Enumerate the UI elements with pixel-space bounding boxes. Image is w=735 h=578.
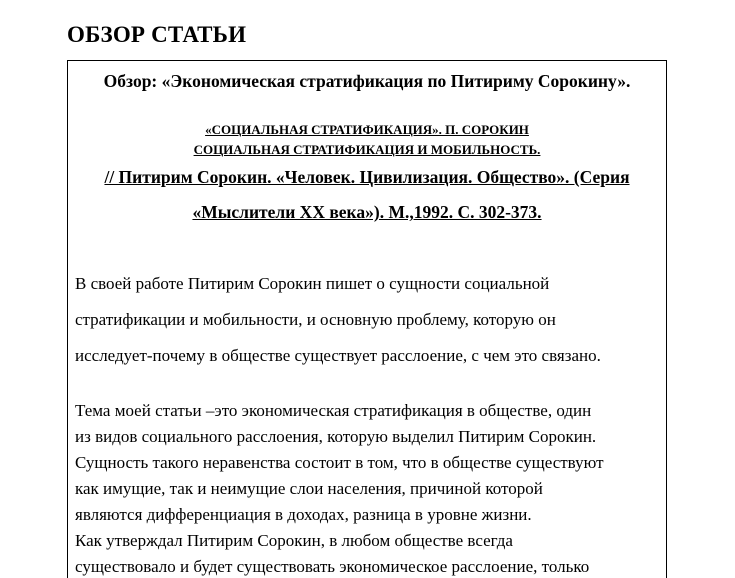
paragraph-line: В своей работе Питирим Сорокин пишет о сущности социальной (75, 274, 550, 293)
paragraph-topic (75, 398, 604, 578)
review-heading: Обзор: «Экономическая стратификация по Питириму Сорокину». (103, 71, 631, 91)
source-line-1: «СОЦИАЛЬНАЯ СТРАТИФИКАЦИЯ». П. СОРОКИН (205, 122, 529, 137)
paragraph-line: из видов социального расслоения, которую выделил Питирим Сорокин. (75, 427, 597, 446)
paragraph-line: исследует-почему в обществе существует расслоение, с чем это связано. (75, 346, 601, 365)
paragraph-line: существовало и будет существовать экономическое расслоение, только (75, 557, 590, 576)
paragraph-line: Сущность такого неравенства состоит в том, что в обществе существуют (75, 453, 604, 472)
source-line-3: // Питирим Сорокин. «Человек. Цивилизация. Общество». (Серия (104, 167, 630, 187)
review-frame (67, 60, 667, 578)
source-line-2: СОЦИАЛЬНАЯ СТРАТИФИКАЦИЯ И МОБИЛЬНОСТЬ. (193, 142, 541, 157)
paragraph-intro (75, 266, 601, 374)
source-line-4: «Мыслители XX века»). М.,1992. С. 302-373. (192, 202, 542, 222)
page-title: ОБЗОР СТАТЬИ (67, 22, 247, 47)
paragraph-line: стратификации и мобильности, и основную проблему, которую он (75, 310, 556, 329)
paragraph-line: Как утверждал Питирим Сорокин, в любом обществе всегда (75, 531, 513, 550)
paragraph-line: являются дифференциация в доходах, разница в уровне жизни. (75, 505, 532, 524)
paragraph-line: Тема моей статьи –это экономическая стратификация в обществе, один (75, 401, 592, 420)
paragraph-line: как имущие, так и неимущие слои населения, причиной которой (75, 479, 543, 498)
